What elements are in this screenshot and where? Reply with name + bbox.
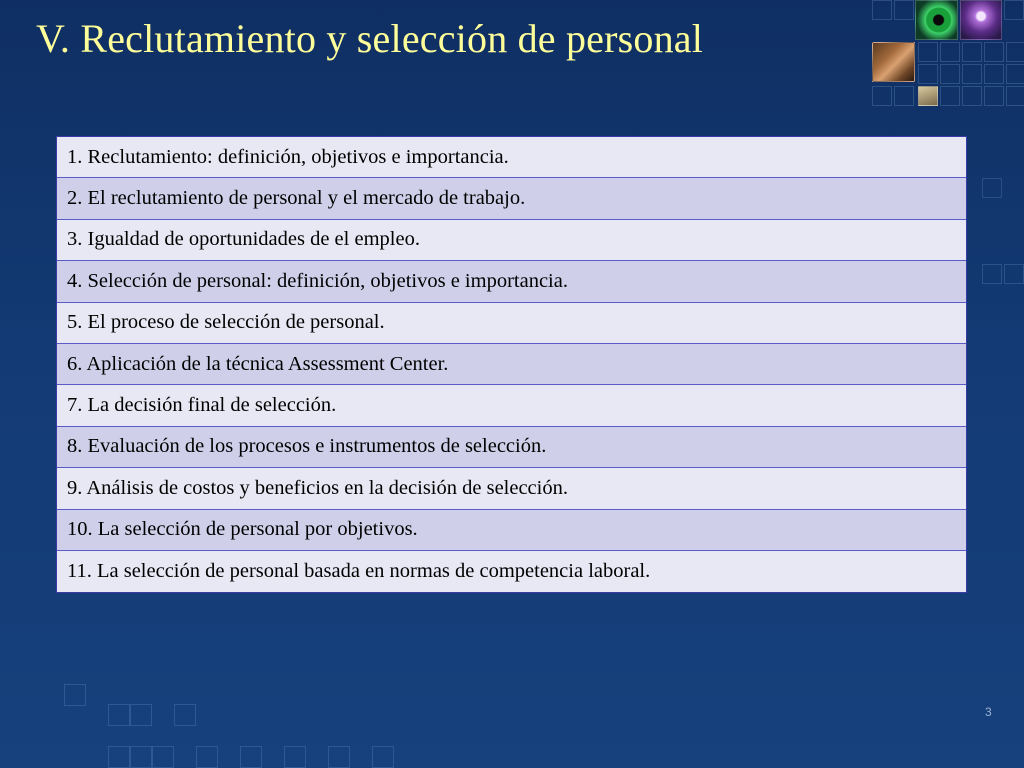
decorative-square [982, 264, 1002, 284]
grid-cell [918, 64, 938, 84]
grid-cell [894, 0, 914, 20]
decorative-square [64, 684, 86, 706]
grid-cell [940, 86, 960, 106]
agenda-item-7: 7. La decisión final de selección. [57, 385, 966, 426]
decorative-square [196, 746, 218, 768]
decorative-square [108, 746, 130, 768]
decorative-grid [820, 0, 1024, 120]
grid-cell [984, 64, 1004, 84]
agenda-item-2: 2. El reclutamiento de personal y el mercado de trabajo. [57, 178, 966, 219]
agenda-table [56, 136, 967, 593]
agenda-item-9: 9. Análisis de costos y beneficios en la decisión de selección. [57, 468, 966, 509]
grid-cell [962, 86, 982, 106]
decorative-square [130, 746, 152, 768]
decorative-square [372, 746, 394, 768]
agenda-item-8: 8. Evaluación de los procesos e instrumentos de selección. [57, 427, 966, 468]
eye-photo-icon [915, 0, 958, 40]
grid-cell [894, 86, 914, 106]
slide-title: V. Reclutamiento y selección de personal [36, 16, 704, 61]
flower-photo-icon [960, 0, 1002, 40]
agenda-item-1: 1. Reclutamiento: definición, objetivos e importancia. [57, 137, 966, 178]
grid-cell [1006, 86, 1024, 106]
grid-cell [872, 0, 892, 20]
page-number: 3 [985, 705, 992, 719]
desk-photo-icon [918, 86, 938, 106]
grid-cell [962, 42, 982, 62]
decorative-square [328, 746, 350, 768]
grid-cell [940, 64, 960, 84]
grid-cell [962, 64, 982, 84]
decorative-square [108, 704, 130, 726]
decorative-square [1004, 264, 1024, 284]
agenda-item-6: 6. Aplicación de la técnica Assessment Center. [57, 344, 966, 385]
agenda-item-4: 4. Selección de personal: definición, objetivos e importancia. [57, 261, 966, 302]
grid-cell [1004, 0, 1024, 20]
agenda-item-11: 11. La selección de personal basada en normas de competencia laboral. [57, 551, 966, 592]
decorative-square [284, 746, 306, 768]
grid-cell [984, 42, 1004, 62]
grid-cell [1006, 42, 1024, 62]
grid-cell [872, 86, 892, 106]
hand-photo-icon [872, 42, 915, 82]
decorative-square [240, 746, 262, 768]
decorative-square [982, 178, 1002, 198]
decorative-square [174, 704, 196, 726]
decorative-square [152, 746, 174, 768]
decorative-square [130, 704, 152, 726]
grid-cell [918, 42, 938, 62]
grid-cell [984, 86, 1004, 106]
grid-cell [940, 42, 960, 62]
agenda-item-10: 10. La selección de personal por objetivos. [57, 510, 966, 551]
grid-cell [1006, 64, 1024, 84]
agenda-item-3: 3. Igualdad de oportunidades de el empleo. [57, 220, 966, 261]
agenda-item-5: 5. El proceso de selección de personal. [57, 303, 966, 344]
